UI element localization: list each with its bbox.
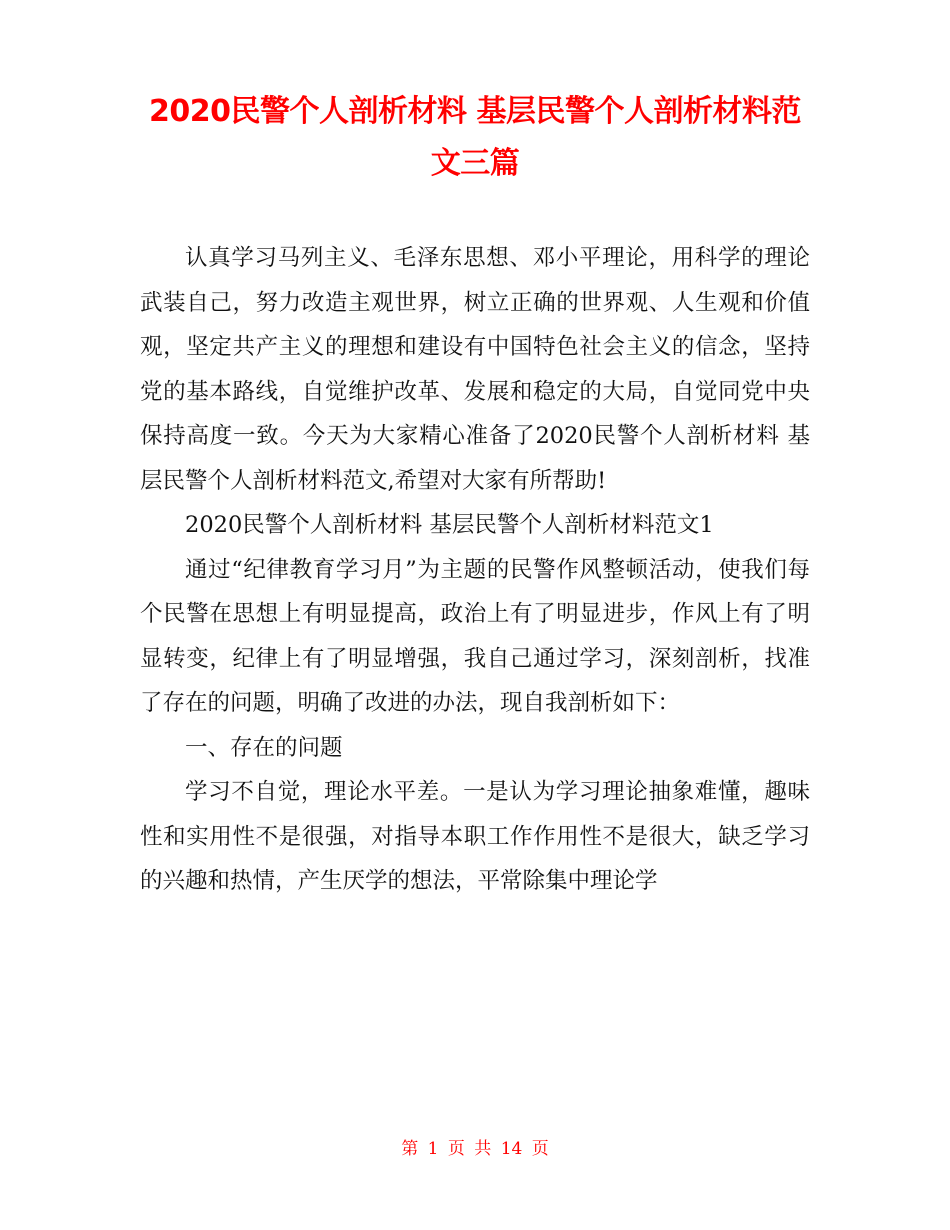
paragraph-problem-heading: 一、存在的问题 [185, 734, 343, 761]
paragraph-intro: 认真学习马列主义、毛泽东思想、邓小平理论，用科学的理论武装自己，努力改造主观世界，树立正确的世界观、人生观和价值观，坚定共产主义的理想和建设有中国特色社会主义的信念，坚持党的基本路线，自觉维护改革、发展和稳定的大局，自觉同党中央保持高度一致。今天为大家精心准备了2020民警个人剖析材料 基层民警个人剖析材料范文,希望对大家有所帮助! [140, 245, 810, 494]
paragraph-activity: 通过“纪律教育学习月”为主题的民警作风整顿活动，使我们每个民警在思想上有明显提高，政治上有了明显进步，作风上有了明显转变，纪律上有了明显增强，我自己通过学习，深刻剖析，找准了存在的问题，明确了改进的办法，现自我剖析如下： [140, 556, 810, 716]
document-title: 2020民警个人剖析材料 基层民警个人剖析材料范文三篇 [149, 94, 801, 181]
paragraph-section-heading: 2020民警个人剖析材料 基层民警个人剖析材料范文1 [185, 512, 714, 538]
document-body [140, 236, 810, 904]
paragraph-study: 学习不自觉，理论水平差。一是认为学习理论抽象难懂，趣味性和实用性不是很强，对指导本职工作作用性不是很大，缺乏学习的兴趣和热情，产生厌学的想法，平常除集中理论学 [140, 779, 810, 894]
page-number-footer: 第 1 页 共 14 页 [401, 1139, 549, 1159]
